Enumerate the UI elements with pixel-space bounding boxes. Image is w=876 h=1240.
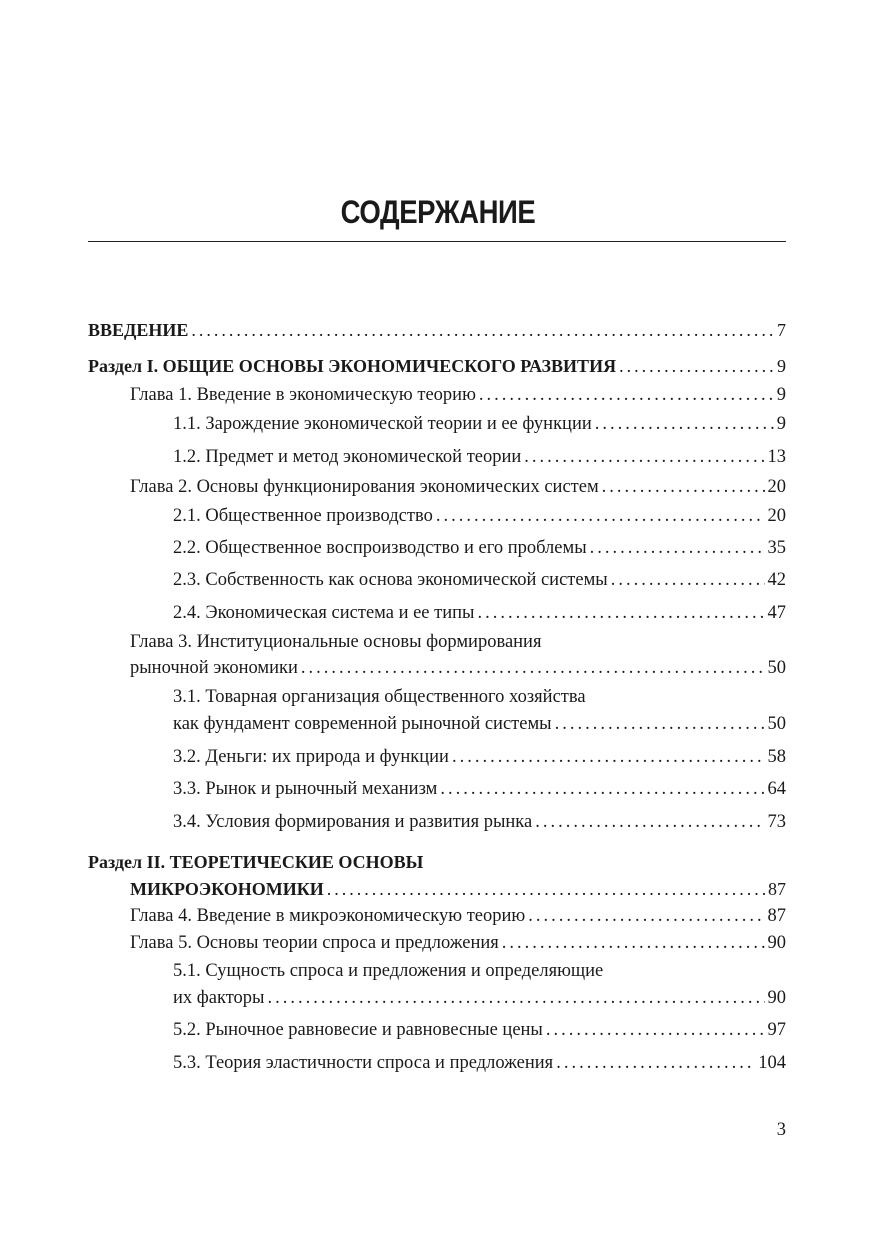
- dot-leader: [611, 569, 765, 591]
- toc-entry: [173, 1052, 786, 1074]
- toc-entry: [173, 746, 786, 768]
- toc-entry: [130, 878, 786, 900]
- toc-entry-title: Глава 5. Основы теории спроса и предложения: [130, 933, 499, 953]
- toc-entry: [173, 686, 586, 708]
- toc-entry: [173, 811, 786, 833]
- toc-entry: [173, 987, 786, 1009]
- toc-entry: [173, 505, 786, 527]
- toc-entry: [173, 569, 786, 591]
- toc-entry-page: 97: [767, 1020, 786, 1040]
- dot-leader: [555, 713, 765, 735]
- dot-leader: [327, 878, 765, 900]
- toc-entry-title: 2.3. Собственность как основа экономической системы: [173, 570, 608, 590]
- dot-leader: [477, 602, 764, 624]
- toc-entry: [173, 413, 786, 435]
- toc-entry-page: 7: [777, 320, 786, 340]
- toc-entry-page: 9: [777, 356, 786, 376]
- dot-leader: [524, 446, 764, 468]
- dot-leader: [528, 905, 764, 927]
- toc-entry: [130, 932, 786, 954]
- toc-entry-title: 2.1. Общественное производство: [173, 506, 433, 526]
- toc-entry-title: 2.2. Общественное воспроизводство и его проблемы: [173, 538, 587, 558]
- dot-leader: [590, 537, 765, 559]
- toc-entry-page: 50: [767, 714, 786, 734]
- toc-entry-title: Глава 3. Институциональные основы формирования: [130, 632, 542, 652]
- toc-entry-page: 87: [768, 879, 786, 899]
- toc-entry: [130, 631, 541, 653]
- toc-entry-page: 20: [767, 477, 786, 497]
- toc-entry: [173, 602, 786, 624]
- toc-entry: [173, 778, 786, 800]
- toc-entry-page: 90: [767, 988, 786, 1008]
- dot-leader: [440, 778, 764, 800]
- dot-leader: [595, 413, 774, 435]
- dot-leader: [556, 1052, 755, 1074]
- toc-entry-title: 5.2. Рыночное равновесие и равновесные цены: [173, 1020, 543, 1040]
- toc-entry-title: 3.1. Товарная организация общественного хозяйства: [173, 687, 586, 707]
- toc-entry-title: 2.4. Экономическая система и ее типы: [173, 603, 475, 623]
- toc-entry-title: рыночной экономики: [130, 658, 298, 678]
- toc-entry-page: 42: [767, 570, 786, 590]
- toc-entry: [88, 355, 786, 377]
- toc-entry-page: 20: [767, 506, 786, 526]
- toc-entry-title: Раздел II. ТЕОРЕТИЧЕСКИЕ ОСНОВЫ: [88, 852, 424, 872]
- dot-leader: [268, 987, 765, 1009]
- page-title: СОДЕРЖАНИЕ: [340, 194, 536, 230]
- title-divider: [88, 241, 786, 242]
- toc-entry-title: как фундамент современной рыночной системы: [173, 714, 552, 734]
- toc-entry: [130, 476, 786, 498]
- dot-leader: [535, 811, 764, 833]
- toc-entry-title: Глава 4. Введение в микроэкономическую теорию: [130, 906, 526, 926]
- toc-entry-title: Глава 2. Основы функционирования экономических систем: [130, 477, 599, 497]
- toc-entry-title: Раздел I. ОБЩИЕ ОСНОВЫ ЭКОНОМИЧЕСКОГО РАЗВИТИЯ: [88, 356, 617, 376]
- toc-entry: [88, 319, 786, 341]
- toc-entry-title: Глава 1. Введение в экономическую теорию: [130, 385, 476, 405]
- toc-entry: [173, 960, 603, 982]
- toc-entry-page: 50: [767, 658, 786, 678]
- toc-entry: [88, 851, 423, 873]
- toc-entry: [173, 446, 786, 468]
- dot-leader: [602, 476, 765, 498]
- dot-leader: [436, 505, 765, 527]
- toc-entry-title: 1.2. Предмет и метод экономической теории: [173, 447, 522, 467]
- toc-entry-title: 3.4. Условия формирования и развития рынка: [173, 812, 533, 832]
- toc-entry-page: 47: [767, 603, 786, 623]
- toc-entry: [173, 537, 786, 559]
- toc-entry-page: 35: [767, 538, 786, 558]
- toc-entry-title: ВВЕДЕНИЕ: [88, 320, 189, 340]
- toc-entry-page: 90: [767, 933, 786, 953]
- toc-entry-title: 5.3. Теория эластичности спроса и предложения: [173, 1053, 554, 1073]
- toc-entry: [130, 657, 786, 679]
- toc-entry-title: 3.3. Рынок и рыночный механизм: [173, 779, 438, 799]
- dot-leader: [546, 1019, 765, 1041]
- toc-entry-title: их факторы: [173, 988, 265, 1008]
- toc-entry-page: 9: [776, 385, 786, 405]
- toc-entry: [130, 905, 786, 927]
- dot-leader: [502, 932, 765, 954]
- toc-entry-title: 3.2. Деньги: их природа и функции: [173, 747, 449, 767]
- toc-entry-page: 87: [767, 906, 786, 926]
- toc-entry-title: 5.1. Сущность спроса и предложения и определяющие: [173, 961, 604, 981]
- toc-entry-page: 13: [767, 447, 786, 467]
- toc-entry: [130, 384, 786, 406]
- toc-entry-page: 9: [776, 414, 786, 434]
- dot-leader: [452, 746, 765, 768]
- dot-leader: [191, 319, 774, 341]
- page-number: 3: [776, 1120, 786, 1140]
- toc-entry-page: 73: [767, 812, 786, 832]
- toc-entry: [173, 713, 786, 735]
- dot-leader: [301, 657, 765, 679]
- toc-entry-page: 104: [758, 1053, 786, 1073]
- toc-entry-page: 58: [767, 747, 786, 767]
- toc-entry-page: 64: [767, 779, 786, 799]
- toc-entry: [173, 1019, 786, 1041]
- dot-leader: [619, 355, 774, 377]
- toc-entry-title: МИКРОЭКОНОМИКИ: [130, 879, 324, 899]
- toc-entry-title: 1.1. Зарождение экономической теории и ее функции: [173, 414, 592, 434]
- dot-leader: [479, 384, 774, 406]
